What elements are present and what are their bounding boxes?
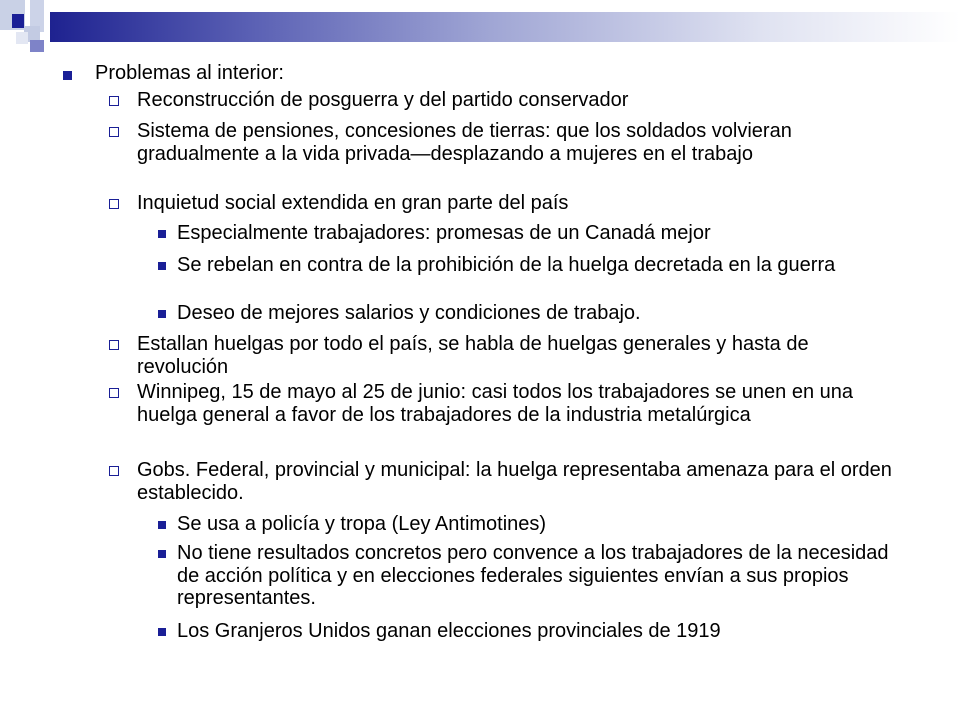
- bullet-item: Deseo de mejores salarios y condiciones de trabajo.: [177, 302, 641, 324]
- hollow-square-bullet-icon: [109, 388, 119, 398]
- bullet-item: Los Granjeros Unidos ganan elecciones provinciales de 1919: [177, 620, 721, 642]
- bullet-item: Reconstrucción de posguerra y del partido conservador: [137, 89, 629, 111]
- decor-square: [12, 14, 24, 28]
- hollow-square-bullet-icon: [109, 199, 119, 209]
- bullet-item: Sistema de pensiones, concesiones de tierras: que los soldados volvieran gradualmente a la vida privada—desplazando a mujeres en el trabajo: [137, 120, 792, 165]
- bullet-item: Gobs. Federal, provincial y municipal: la huelga representaba amenaza para el orden establecido.: [137, 459, 892, 504]
- square-bullet-icon: [63, 71, 72, 80]
- square-bullet-icon: [158, 550, 166, 558]
- bullet-item: No tiene resultados concretos pero convence a los trabajadores de la necesidad de acción política y en elecciones federales siguientes envían a sus propios representantes.: [177, 542, 889, 609]
- square-bullet-icon: [158, 628, 166, 636]
- hollow-square-bullet-icon: [109, 96, 119, 106]
- bullet-item: Estallan huelgas por todo el país, se habla de huelgas generales y hasta de revolución: [137, 333, 809, 378]
- bullet-item: Inquietud social extendida en gran parte del país: [137, 192, 569, 214]
- bullet-item: Problemas al interior:: [95, 62, 284, 84]
- square-bullet-icon: [158, 262, 166, 270]
- square-bullet-icon: [158, 230, 166, 238]
- square-bullet-icon: [158, 310, 166, 318]
- hollow-square-bullet-icon: [109, 127, 119, 137]
- decor-square: [16, 32, 28, 44]
- header-gradient-bar: [50, 12, 960, 42]
- hollow-square-bullet-icon: [109, 466, 119, 476]
- bullet-item: Se rebelan en contra de la prohibición de la huelga decretada en la guerra: [177, 254, 836, 276]
- bullet-item: Se usa a policía y tropa (Ley Antimotines): [177, 513, 547, 535]
- square-bullet-icon: [158, 521, 166, 529]
- bullet-item: Winnipeg, 15 de mayo al 25 de junio: casi todos los trabajadores se unen en una huelga general a favor de los trabajadores de la industria metalúrgica: [137, 381, 854, 426]
- decor-square: [30, 40, 44, 52]
- hollow-square-bullet-icon: [109, 340, 119, 350]
- bullet-item: Especialmente trabajadores: promesas de un Canadá mejor: [177, 222, 711, 244]
